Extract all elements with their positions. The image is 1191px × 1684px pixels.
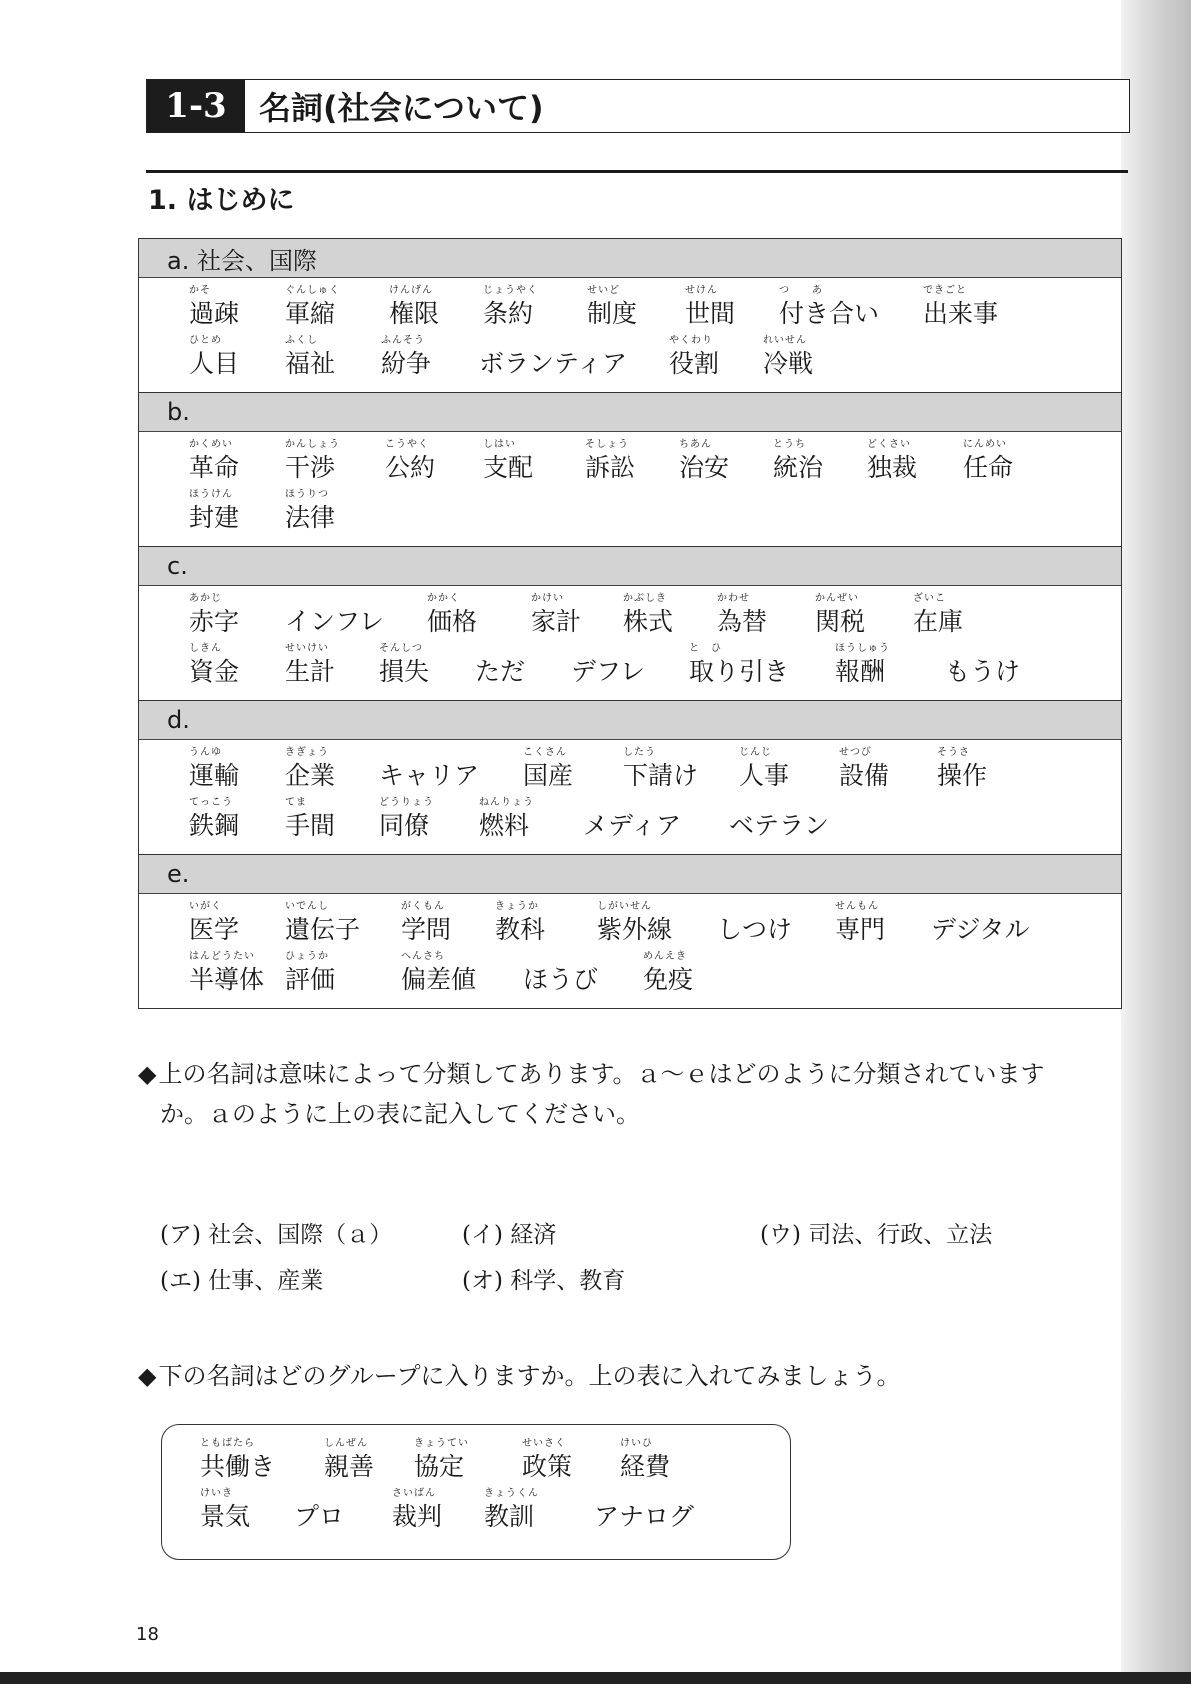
vocab-word <box>815 592 865 638</box>
furigana: かくめい <box>189 439 233 450</box>
furigana: いでんし <box>285 901 329 912</box>
vocab-word <box>585 438 635 484</box>
vocab-word <box>285 900 360 946</box>
category-header: c. <box>139 547 1121 586</box>
furigana: きょうくん <box>484 1488 539 1499</box>
word-text: 福祉 <box>285 349 336 378</box>
question-2-instruction <box>138 1356 1128 1396</box>
furigana <box>379 746 479 760</box>
vocab-word <box>571 642 645 688</box>
word-text: 生計 <box>285 657 336 686</box>
word-text: 共働き <box>200 1452 276 1481</box>
furigana: こくさん <box>523 747 567 758</box>
word-text: 株式 <box>623 607 674 636</box>
word-text: 裁判 <box>392 1502 443 1531</box>
furigana: せんもん <box>835 901 879 912</box>
word-text: 為替 <box>717 607 768 636</box>
word-text: 景気 <box>200 1502 251 1531</box>
vocab-word <box>523 746 573 792</box>
furigana: しはい <box>483 439 516 450</box>
vocab-word <box>189 488 239 534</box>
option-o: (オ) 科学、教育 <box>462 1268 626 1294</box>
vocab-word <box>285 592 384 638</box>
vocab-word <box>835 642 890 688</box>
word-text: 付き合い <box>779 299 880 328</box>
question-2-text: 下の名詞はどのグループに入りますか。上の表に入れてみましょう。 <box>158 1362 901 1390</box>
vocab-word <box>285 488 335 534</box>
vocab-word <box>414 1437 469 1483</box>
furigana: てま <box>285 797 307 808</box>
furigana: かんしょう <box>285 439 340 450</box>
furigana: ねんりょう <box>479 797 534 808</box>
furigana: てっこう <box>189 797 233 808</box>
furigana <box>931 900 1030 914</box>
furigana: しんぜん <box>324 1438 368 1449</box>
word-text: 経費 <box>620 1452 671 1481</box>
word-row <box>139 642 1121 692</box>
vocab-word <box>392 1487 442 1533</box>
furigana: そんしつ <box>379 643 423 654</box>
diamond-bullet-icon: ◆ <box>138 1060 157 1088</box>
vocab-word <box>484 1487 539 1533</box>
word-text: 独裁 <box>867 453 918 482</box>
furigana: がくもん <box>401 901 445 912</box>
vocab-word <box>324 1437 374 1483</box>
word-text: デジタル <box>931 915 1030 944</box>
vocab-word <box>189 284 239 330</box>
word-text: 過疎 <box>189 299 240 328</box>
category-header: e. <box>139 855 1121 894</box>
lesson-number: 1-3 <box>147 80 245 132</box>
furigana: ぐんしゅく <box>285 285 340 296</box>
vocab-word <box>200 1437 275 1483</box>
lesson-title: 名詞(社会について) <box>259 89 544 127</box>
page-number: 18 <box>136 1624 159 1645</box>
word-text: 政策 <box>522 1452 573 1481</box>
word-text: 操作 <box>937 761 988 790</box>
word-row <box>139 488 1121 538</box>
word-text: 教訓 <box>484 1502 535 1531</box>
furigana: せいさく <box>522 1438 566 1449</box>
page-shadow-edge <box>1121 0 1191 1684</box>
furigana: どくさい <box>867 439 911 450</box>
vocab-word <box>379 642 429 688</box>
word-text: ただ <box>475 657 526 686</box>
vocab-word <box>779 284 879 330</box>
vocab-word <box>285 284 340 330</box>
word-text: 運輸 <box>189 761 240 790</box>
furigana: じんじ <box>739 747 772 758</box>
vocab-word <box>620 1437 670 1483</box>
vocab-word <box>189 900 239 946</box>
word-text: 協定 <box>414 1452 465 1481</box>
word-text: 設備 <box>839 761 890 790</box>
word-text: ほうび <box>523 965 599 994</box>
vocab-word <box>479 796 534 842</box>
furigana: そうさ <box>937 747 970 758</box>
word-text: 燃料 <box>479 811 530 840</box>
word-text: 遺伝子 <box>285 915 361 944</box>
category-words <box>139 894 1121 1008</box>
word-text: 制度 <box>587 299 638 328</box>
word-text: 世間 <box>685 299 736 328</box>
word-text: もうけ <box>945 657 1021 686</box>
vocab-word <box>189 796 239 842</box>
vocab-word <box>189 438 239 484</box>
word-text: 企業 <box>285 761 336 790</box>
vocab-word <box>587 284 637 330</box>
option-i: (イ) 経済 <box>462 1222 557 1248</box>
vocab-word <box>495 900 545 946</box>
furigana: にんめい <box>963 439 1007 450</box>
furigana: きょうか <box>495 901 539 912</box>
vocab-word <box>483 438 533 484</box>
word-text: 権限 <box>389 299 440 328</box>
vocab-word <box>835 900 885 946</box>
vocab-word <box>773 438 823 484</box>
vocab-word <box>923 284 998 330</box>
word-text: ボランティア <box>479 349 628 378</box>
vocab-word <box>717 900 792 946</box>
furigana: あかじ <box>189 593 222 604</box>
question-1-instruction <box>138 1054 1128 1134</box>
word-text: 統治 <box>773 453 824 482</box>
word-text: インフレ <box>285 607 385 636</box>
vocab-word <box>483 284 538 330</box>
vocab-word <box>285 642 335 688</box>
word-text: 国産 <box>523 761 574 790</box>
furigana: やくわり <box>669 335 713 346</box>
word-text: プロ <box>294 1502 345 1531</box>
furigana: へんさち <box>401 951 445 962</box>
word-text: 役割 <box>669 349 720 378</box>
word-text: 免疫 <box>643 965 694 994</box>
furigana: ざいこ <box>913 593 946 604</box>
option-e: (エ) 仕事、産業 <box>160 1268 324 1294</box>
furigana: めんえき <box>643 951 687 962</box>
word-text: 公約 <box>385 453 436 482</box>
furigana: かわせ <box>717 593 750 604</box>
vocab-word <box>285 438 340 484</box>
vocab-word <box>689 642 789 688</box>
furigana <box>583 796 681 810</box>
word-row <box>162 1487 790 1537</box>
vocab-word <box>623 592 673 638</box>
word-text: 訴訟 <box>585 453 636 482</box>
vocab-word <box>475 642 525 688</box>
category-header: a. 社会、国際 <box>139 239 1121 278</box>
furigana <box>475 642 525 656</box>
word-text: 冷戦 <box>763 349 814 378</box>
vocab-word <box>583 796 681 842</box>
furigana: せつび <box>839 747 872 758</box>
furigana: ともばたら <box>200 1438 255 1449</box>
vocab-word <box>594 1487 694 1533</box>
word-text: 偏差値 <box>401 965 477 994</box>
furigana: しがいせん <box>597 901 652 912</box>
vocab-word <box>385 438 435 484</box>
word-text: 関税 <box>815 607 866 636</box>
word-row <box>139 746 1121 796</box>
furigana: さいばん <box>392 1488 436 1499</box>
category-words <box>139 278 1121 393</box>
section-heading: 1. はじめに <box>148 185 295 216</box>
word-text: 封建 <box>189 503 240 532</box>
furigana: こうやく <box>385 439 429 450</box>
vocab-word <box>685 284 735 330</box>
word-text: 同僚 <box>379 811 430 840</box>
word-text: 革命 <box>189 453 240 482</box>
vocab-word <box>285 334 335 380</box>
furigana: せけん <box>685 285 718 296</box>
furigana <box>479 334 627 348</box>
furigana: いがく <box>189 901 222 912</box>
vocab-word <box>679 438 729 484</box>
vocab-word <box>717 592 767 638</box>
furigana: とうち <box>773 439 806 450</box>
vocab-word <box>285 950 335 996</box>
furigana: かんぜい <box>815 593 859 604</box>
word-row <box>162 1437 790 1487</box>
page-bottom-edge <box>0 1672 1191 1684</box>
vocab-word <box>913 592 963 638</box>
word-text: 学問 <box>401 915 452 944</box>
word-text: 資金 <box>189 657 240 686</box>
vocab-word <box>945 642 1020 688</box>
word-row <box>139 334 1121 384</box>
word-text: 治安 <box>679 453 730 482</box>
furigana: かそ <box>189 285 211 296</box>
furigana <box>945 642 1020 656</box>
vocab-word <box>389 284 439 330</box>
word-text: 教科 <box>495 915 546 944</box>
furigana: じょうやく <box>483 285 538 296</box>
vocab-word <box>531 592 581 638</box>
furigana: つ あ <box>779 285 823 296</box>
vocab-word <box>189 746 239 792</box>
word-text: 支配 <box>483 453 534 482</box>
word-text: デフレ <box>571 657 646 686</box>
vocab-word <box>189 334 239 380</box>
vocab-word <box>189 950 264 996</box>
vocab-word <box>285 746 335 792</box>
word-text: 家計 <box>531 607 582 636</box>
vocab-word <box>963 438 1013 484</box>
category-words <box>139 740 1121 855</box>
word-text: 損失 <box>379 657 430 686</box>
word-text: 法律 <box>285 503 336 532</box>
vocab-word <box>285 796 335 842</box>
word-text: 鉄鋼 <box>189 811 240 840</box>
word-text: メディア <box>583 811 682 840</box>
word-text: 専門 <box>835 915 886 944</box>
furigana: けいき <box>200 1488 233 1499</box>
word-row <box>139 284 1121 334</box>
vocab-word <box>523 950 598 996</box>
word-text: 干渉 <box>285 453 336 482</box>
furigana: ほうりつ <box>285 489 329 500</box>
category-words <box>139 432 1121 547</box>
word-text: 紛争 <box>381 349 432 378</box>
furigana: したう <box>623 747 656 758</box>
vocab-word <box>379 796 434 842</box>
vocab-word <box>937 746 987 792</box>
furigana: うんゆ <box>189 747 222 758</box>
word-text: 親善 <box>324 1452 375 1481</box>
furigana: できごと <box>923 285 967 296</box>
vocab-word <box>669 334 719 380</box>
furigana: ふくし <box>285 335 318 346</box>
word-text: キャリア <box>379 761 480 790</box>
vocab-word <box>401 950 476 996</box>
vocab-word <box>294 1487 344 1533</box>
vocab-word <box>597 900 672 946</box>
furigana: ふんそう <box>381 335 425 346</box>
furigana: ひょうか <box>285 951 329 962</box>
vocab-word <box>200 1487 250 1533</box>
vocab-word <box>867 438 917 484</box>
vocab-word <box>763 334 813 380</box>
furigana: かけい <box>531 593 564 604</box>
furigana: と ひ <box>689 643 722 654</box>
diamond-bullet-icon: ◆ <box>138 1362 157 1390</box>
word-row <box>139 950 1121 1000</box>
furigana <box>594 1487 694 1501</box>
word-text: 軍縮 <box>285 299 336 328</box>
vocab-word <box>381 334 431 380</box>
word-text: 報酬 <box>835 657 886 686</box>
vocabulary-table <box>138 238 1122 1009</box>
word-text: 在庫 <box>913 607 964 636</box>
vocab-word <box>379 746 479 792</box>
word-text: 医学 <box>189 915 240 944</box>
lesson-title-bar <box>146 79 1130 133</box>
furigana: けいひ <box>620 1438 653 1449</box>
vocab-word <box>427 592 477 638</box>
option-a: (ア) 社会、国際（ａ） <box>160 1222 393 1248</box>
category-header: d. <box>139 701 1121 740</box>
word-text: 評価 <box>285 965 336 994</box>
furigana: せいけい <box>285 643 329 654</box>
furigana <box>729 796 829 810</box>
word-text: 人目 <box>189 349 240 378</box>
word-text: 出来事 <box>923 299 999 328</box>
furigana <box>523 950 598 964</box>
word-text: 手間 <box>285 811 336 840</box>
word-text: 半導体 <box>189 965 265 994</box>
word-text: 下請け <box>623 761 699 790</box>
furigana: ちあん <box>679 439 712 450</box>
word-row <box>139 796 1121 846</box>
vocab-word <box>479 334 627 380</box>
word-text: 人事 <box>739 761 790 790</box>
word-text: 条約 <box>483 299 534 328</box>
word-text: 任命 <box>963 453 1014 482</box>
vocab-word <box>931 900 1030 946</box>
word-row <box>139 900 1121 950</box>
furigana: しきん <box>189 643 222 654</box>
furigana: かぶしき <box>623 593 667 604</box>
vocab-word <box>189 592 239 638</box>
category-header: b. <box>139 393 1121 432</box>
vocab-word <box>401 900 451 946</box>
furigana <box>294 1487 344 1501</box>
option-u: (ウ) 司法、行政、立法 <box>760 1222 993 1248</box>
furigana: そしょう <box>585 439 629 450</box>
word-text: しつけ <box>717 915 793 944</box>
furigana: はんどうたい <box>189 951 255 962</box>
word-text: 赤字 <box>189 607 240 636</box>
furigana: ほうしゅう <box>835 643 890 654</box>
word-text: 取り引き <box>689 657 790 686</box>
word-row <box>139 438 1121 488</box>
furigana: けんげん <box>389 285 433 296</box>
vocab-word <box>729 796 829 842</box>
word-text: ベテラン <box>729 811 830 840</box>
furigana: きぎょう <box>285 747 329 758</box>
vocab-word <box>189 642 239 688</box>
question-1-line-2: か。ａのように上の表に記入してください。 <box>160 1100 640 1128</box>
furigana: ひとめ <box>189 335 222 346</box>
word-text: 紫外線 <box>597 915 673 944</box>
word-text: アナログ <box>594 1502 695 1531</box>
vocab-word <box>522 1437 572 1483</box>
furigana: かかく <box>427 593 460 604</box>
furigana <box>285 592 384 606</box>
furigana: れいせん <box>763 335 807 346</box>
furigana <box>571 642 645 656</box>
section-rule <box>146 170 1128 173</box>
question-1-line-1: 上の名詞は意味によって分類してあります。ａ～ｅはどのように分類されています <box>158 1060 1045 1088</box>
word-text: 価格 <box>427 607 478 636</box>
vocab-word <box>739 746 789 792</box>
furigana: きょうてい <box>414 1438 469 1449</box>
furigana: せいど <box>587 285 620 296</box>
additional-words-box <box>161 1424 791 1560</box>
vocab-word <box>839 746 889 792</box>
furigana <box>717 900 792 914</box>
furigana: どうりょう <box>379 797 434 808</box>
word-row <box>139 592 1121 642</box>
furigana: ほうけん <box>189 489 233 500</box>
category-words <box>139 586 1121 701</box>
vocab-word <box>643 950 693 996</box>
vocab-word <box>623 746 698 792</box>
